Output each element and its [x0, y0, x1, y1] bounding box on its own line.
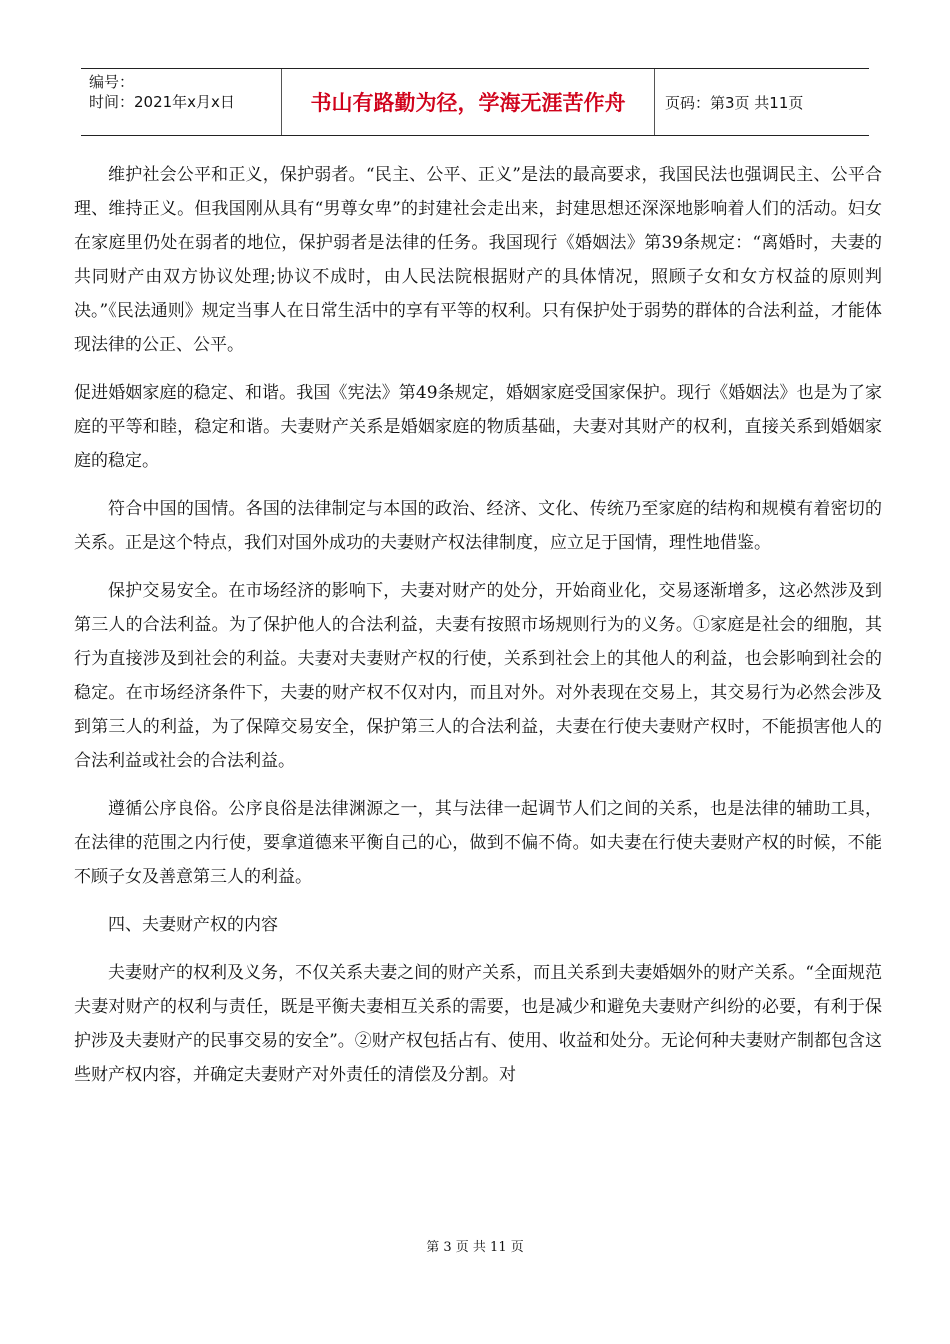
paragraph-fairness: 维护社会公平和正义，保护弱者。“民主、公平、正义”是法的最高要求，我国民法也强调民主、公平合理、维持正义。但我国刚从具有“男尊女卑”的封建社会走出来，封建思想还深深地影响着人们的活动。妇女在家庭里仍处在弱者的地位，保护弱者是法律的任务。我国现行《婚姻法》第39条规定：“离婚时，夫妻的共同财产由双方协议处理;协议不成时，由人民法院根据财产的具体情况，照顾子女和女方权益的原则判决。”《民法通则》规定当事人在日常生活中的享有平等的权利。只有保护处于弱势的群体的合法利益，才能体现法律的公正、公平。 — [74, 165, 882, 355]
document-number-label: 编号： — [89, 73, 135, 91]
document-body — [74, 158, 882, 1092]
header-motto: 书山有路勤为径，学海无涯苦作舟 — [310, 91, 626, 115]
paragraph-national-conditions: 符合中国的国情。各国的法律制定与本国的政治、经济、文化、传统乃至家庭的结构和规模有着密切的关系。正是这个特点，我们对国外成功的夫妻财产权法律制度，应立足于国情，理性地借鉴。 — [74, 499, 882, 553]
paragraph-stability: 促进婚姻家庭的稳定、和谐。我国《宪法》第49条规定，婚姻家庭受国家保护。现行《婚姻法》也是为了家庭的平等和睦，稳定和谐。夫妻财产关系是婚姻家庭的物质基础，夫妻对其财产的权利，直接关系到婚姻家庭的稳定。 — [74, 383, 882, 471]
header-meta — [81, 69, 281, 135]
header-motto-cell — [281, 69, 655, 135]
page-footer — [0, 1236, 950, 1255]
document-header — [81, 68, 869, 136]
header-page-cell — [655, 69, 869, 135]
paragraph-public-order: 遵循公序良俗。公序良俗是法律渊源之一，其与法律一起调节人们之间的关系，也是法律的辅助工具，在法律的范围之内行使，要拿道德来平衡自己的心，做到不偏不倚。如夫妻在行使夫妻财产权的时候，不能不顾子女及善意第三人的利益。 — [74, 799, 882, 887]
section-heading: 四、夫妻财产权的内容 — [108, 915, 278, 935]
header-page-info: 页码：第3页 共11页 — [665, 93, 804, 112]
paragraph-transaction-safety: 保护交易安全。在市场经济的影响下，夫妻对财产的处分，开始商业化，交易逐渐增多，这必然涉及到第三人的合法利益。为了保护他人的合法利益，夫妻有按照市场规则行为的义务。①家庭是社会的细胞，其行为直接涉及到社会的利益。夫妻对夫妻财产权的行使，关系到社会上的其他人的利益，也会影响到社会的稳定。在市场经济条件下，夫妻的财产权不仅对内，而且对外。对外表现在交易上，其交易行为必然会涉及到第三人的利益，为了保障交易安全，保护第三人的合法利益，夫妻在行使夫妻财产权时，不能损害他人的合法利益或社会的合法利益。 — [74, 581, 882, 771]
paragraph-property-rights: 夫妻财产的权利及义务，不仅关系夫妻之间的财产关系，而且关系到夫妻婚姻外的财产关系。“全面规范夫妻对财产的权利与责任，既是平衡夫妻相互关系的需要，也是减少和避免夫妻财产纠纷的必要，有利于保护涉及夫妻财产的民事交易的安全”。②财产权包括占有、使用、收益和处分。无论何种夫妻财产制都包含这些财产权内容，并确定夫妻财产对外责任的清偿及分割。对 — [74, 963, 882, 1085]
document-date: 时间：2021年x月x日 — [89, 93, 235, 111]
footer-page-number: 第 3 页 共 11 页 — [426, 1240, 524, 1255]
